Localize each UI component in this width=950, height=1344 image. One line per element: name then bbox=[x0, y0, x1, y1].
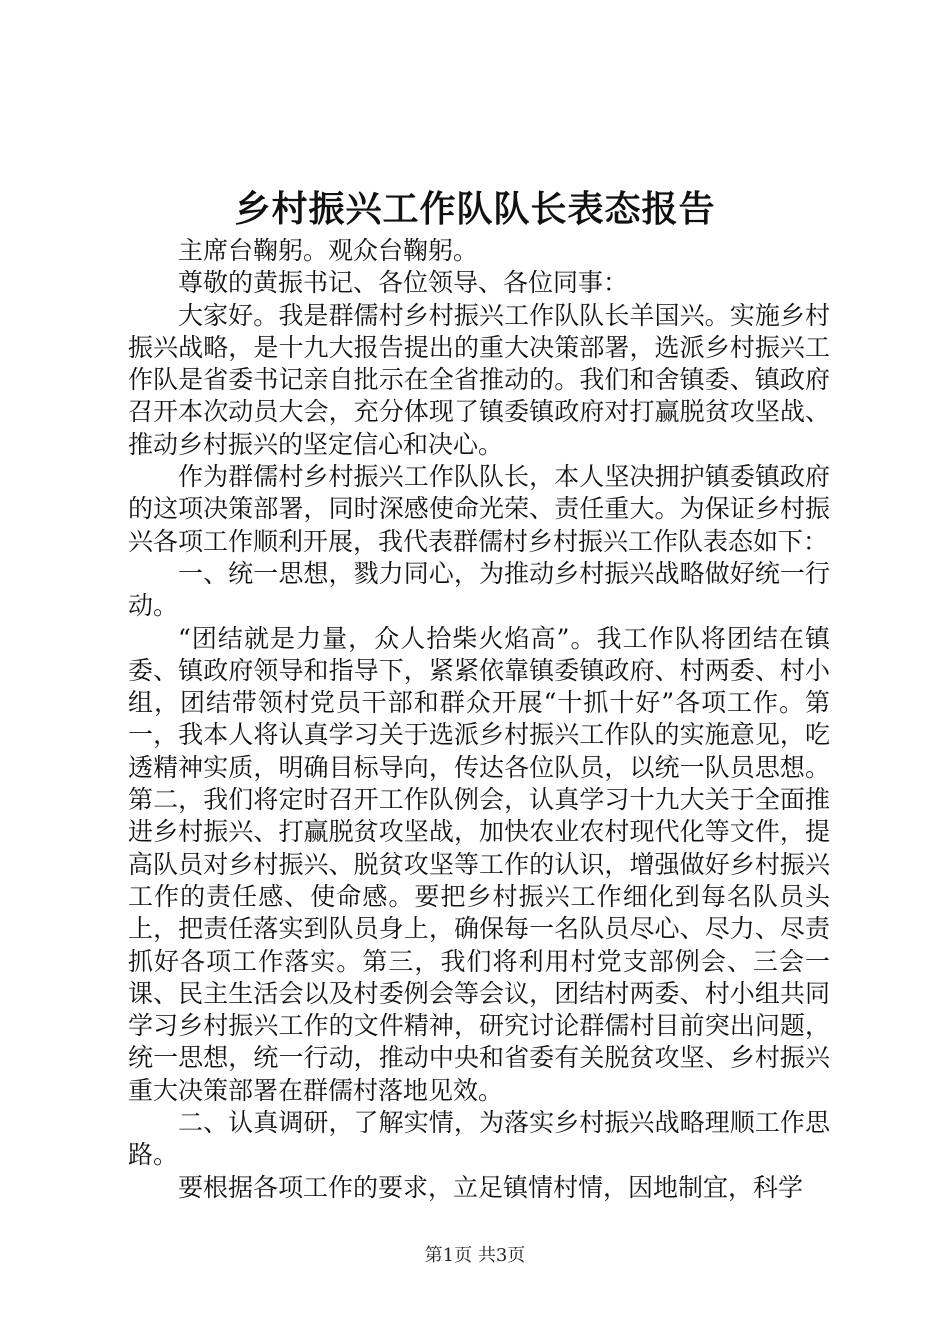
page-number-footer: 第1页 共3页 bbox=[424, 1245, 526, 1266]
document-body bbox=[128, 235, 830, 1204]
paragraph: 尊敬的黄振书记、各位领导、各位同事： bbox=[178, 268, 629, 298]
document-title: 乡村振兴工作队队长表态报告 bbox=[234, 188, 716, 230]
paragraph: 作为群儒村乡村振兴工作队队长，本人坚决拥护镇委镇政府的这项决策部署，同时深感使命光荣、责任重大。为保证乡村振兴各项工作顺利开展，我代表群儒村乡村振兴工作队表态如下： bbox=[128, 462, 830, 556]
paragraph: 一、统一思想，戮力同心，为推动乡村振兴战略做好统一行动。 bbox=[128, 558, 830, 621]
paragraph: 要根据各项工作的要求，立足镇情村情，因地制宜，科学 bbox=[178, 1172, 804, 1202]
paragraph: 大家好。我是群儒村乡村振兴工作队队长羊国兴。实施乡村振兴战略，是十九大报告提出的重大决策部署，选派乡村振兴工作队是省委书记亲自批示在全省推动的。我们和舍镇委、镇政府召开本次动员大会，充分体现了镇委镇政府对打赢脱贫攻坚战、推动乡村振兴的坚定信心和决心。 bbox=[128, 300, 830, 459]
paragraph: 二、认真调研，了解实情，为落实乡村振兴战略理顺工作思路。 bbox=[128, 1108, 830, 1170]
paragraph: “团结就是力量，众人拾柴火焰高”。我工作队将团结在镇委、镇政府领导和指导下，紧紧依靠镇委镇政府、村两委、村小组，团结带领村党员干部和群众开展“十抓十好”各项工作。第一，我本人将认真学习关于选派乡村振兴工作队的实施意见，吃透精神实质，明确目标导向，传达各位队员，以统一队员思想。第二，我们将定时召开工作队例会，认真学习十九大关于全面推进乡村振兴、打赢脱贫攻坚战，加快农业农村现代化等文件，提高队员对乡村振兴、脱贫攻坚等工作的认识，增强做好乡村振兴工作的责任感、使命感。要把乡村振兴工作细化到每名队员头上，把责任落实到队员身上，确保每一名队员尽心、尽力、尽责抓好各项工作落实。第三，我们将利用村党支部例会、三会一课、民主生活会以及村委例会等会议，团结村两委、村小组共同学习乡村振兴工作的文件精神，研究讨论群儒村目前突出问题，统一思想，统一行动，推动中央和省委有关脱贫攻坚、乡村振兴重大决策部署在群儒村落地见效。 bbox=[128, 623, 830, 1105]
paragraph: 主席台鞠躬。观众台鞠躬。 bbox=[178, 236, 479, 265]
